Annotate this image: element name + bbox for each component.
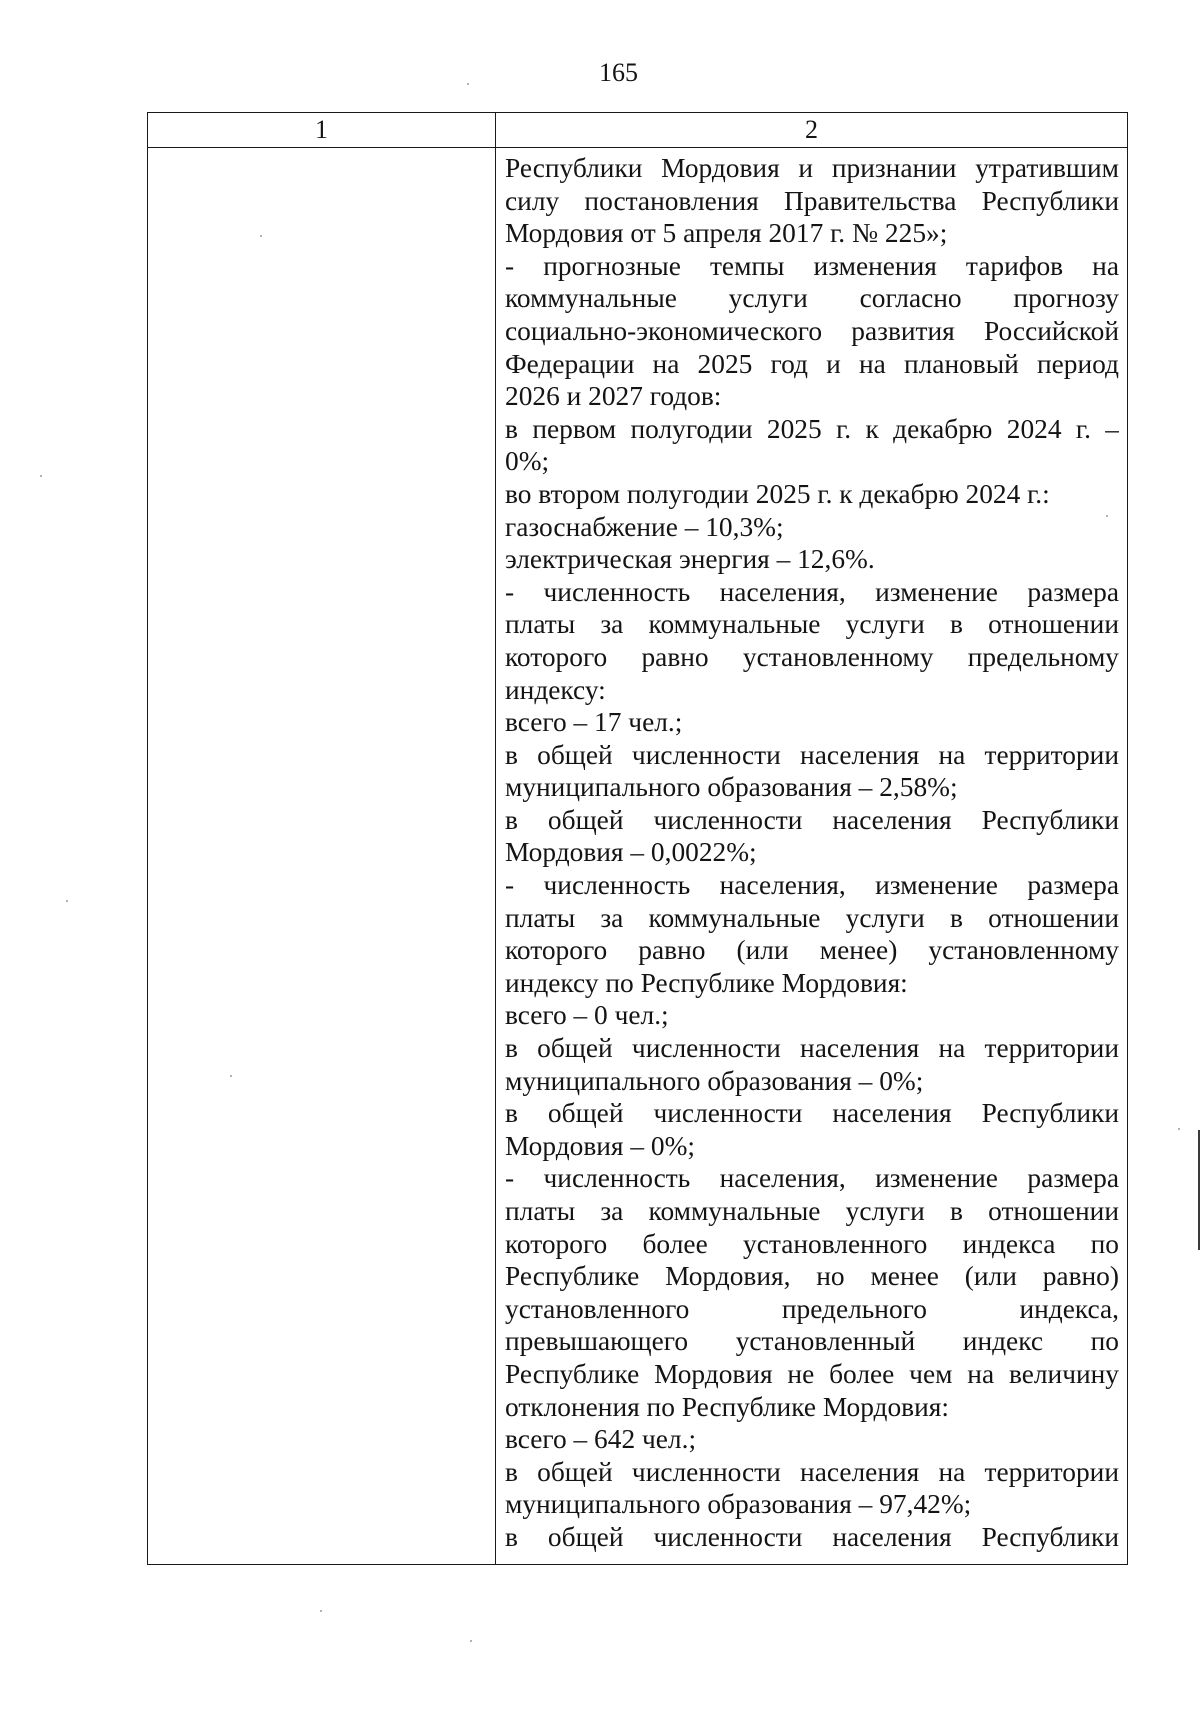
text-line: которого равно установленному предельному	[505, 641, 1119, 672]
scan-speck	[470, 1640, 472, 1642]
scan-speck	[1106, 515, 1108, 517]
text-line: в общей численности населения на территории	[505, 1456, 1119, 1487]
scan-speck	[40, 475, 42, 477]
right-cell-text	[505, 152, 1119, 1554]
text-line: муниципального образования – 97,42%;	[505, 1489, 972, 1520]
text-line: которого более установленного индекса по	[505, 1228, 1119, 1259]
scan-speck	[260, 235, 262, 237]
text-line: всего – 642 чел.;	[505, 1424, 697, 1455]
text-line: муниципального образования – 0%;	[505, 1065, 924, 1096]
text-line: индексу:	[505, 674, 606, 705]
text-line: отклонения по Республике Мордовия:	[505, 1391, 949, 1422]
text-line: Мордовия – 0,0022%;	[505, 837, 757, 868]
text-line: индексу по Республике Мордовия:	[505, 967, 908, 998]
text-line: установленного предельного индекса,	[505, 1293, 1119, 1324]
text-line: превышающего установленный индекс по	[505, 1326, 1119, 1357]
text-line: Мордовия от 5 апреля 2017 г. № 225»;	[505, 218, 948, 249]
scan-speck	[1178, 1128, 1180, 1130]
text-line: - численность населения, изменение размера	[505, 1163, 1119, 1194]
text-line: в общей численности населения на территории	[505, 1033, 1119, 1064]
text-line: 0%;	[505, 446, 550, 477]
text-line: Мордовия – 0%;	[505, 1130, 696, 1161]
text-line: социально-экономического развития Российской	[505, 315, 1119, 346]
document-table	[147, 112, 1128, 1565]
text-line: Федерации на 2025 год и на плановый период	[505, 348, 1119, 379]
scan-speck	[230, 1075, 232, 1077]
column-header-1: 1	[148, 113, 496, 148]
right-cell	[496, 148, 1128, 1565]
text-line: в первом полугодии 2025 г. к декабрю 2024 г. –	[505, 413, 1119, 444]
table-header-row	[148, 113, 1128, 148]
text-line: в общей численности населения на территории	[505, 739, 1119, 770]
text-line: которого равно (или менее) установленному	[505, 935, 1119, 966]
text-line: в общей численности населения Республики	[505, 1521, 1119, 1552]
text-line: всего – 0 чел.;	[505, 1000, 669, 1031]
text-line: Республике Мордовия, но менее (или равно)	[505, 1261, 1119, 1292]
text-line: Республике Мордовия не более чем на величину	[505, 1358, 1119, 1389]
text-line: в общей численности населения Республики	[505, 1098, 1119, 1129]
text-line: - численность населения, изменение размера	[505, 870, 1119, 901]
page-number: 165	[599, 58, 638, 87]
scan-speck	[467, 83, 469, 85]
column-header-2: 2	[496, 113, 1128, 148]
table-row	[148, 148, 1128, 1565]
text-line: всего – 17 чел.;	[505, 707, 683, 738]
text-line: - численность населения, изменение размера	[505, 576, 1119, 607]
left-cell	[148, 148, 496, 1565]
scan-speck	[66, 900, 68, 902]
text-line: 2026 и 2027 годов:	[505, 381, 722, 412]
scan-speck	[320, 1610, 322, 1612]
text-line: в общей численности населения Республики	[505, 804, 1119, 835]
text-line: газоснабжение – 10,3%;	[505, 511, 784, 542]
text-line: муниципального образования – 2,58%;	[505, 772, 958, 803]
text-line: платы за коммунальные услуги в отношении	[505, 902, 1119, 933]
text-line: - прогнозные темпы изменения тарифов на	[505, 250, 1119, 281]
text-line: во втором полугодии 2025 г. к декабрю 2024 г.:	[505, 478, 1050, 509]
text-line: коммунальные услуги согласно прогнозу	[505, 283, 1119, 314]
text-line: электрическая энергия – 12,6%.	[505, 544, 875, 575]
text-line: Республики Мордовия и признании утратившим	[505, 153, 1119, 183]
text-line: платы за коммунальные услуги в отношении	[505, 1196, 1119, 1226]
text-line: силу постановления Правительства Республики	[505, 185, 1119, 216]
text-line: платы за коммунальные услуги в отношении	[505, 609, 1119, 640]
